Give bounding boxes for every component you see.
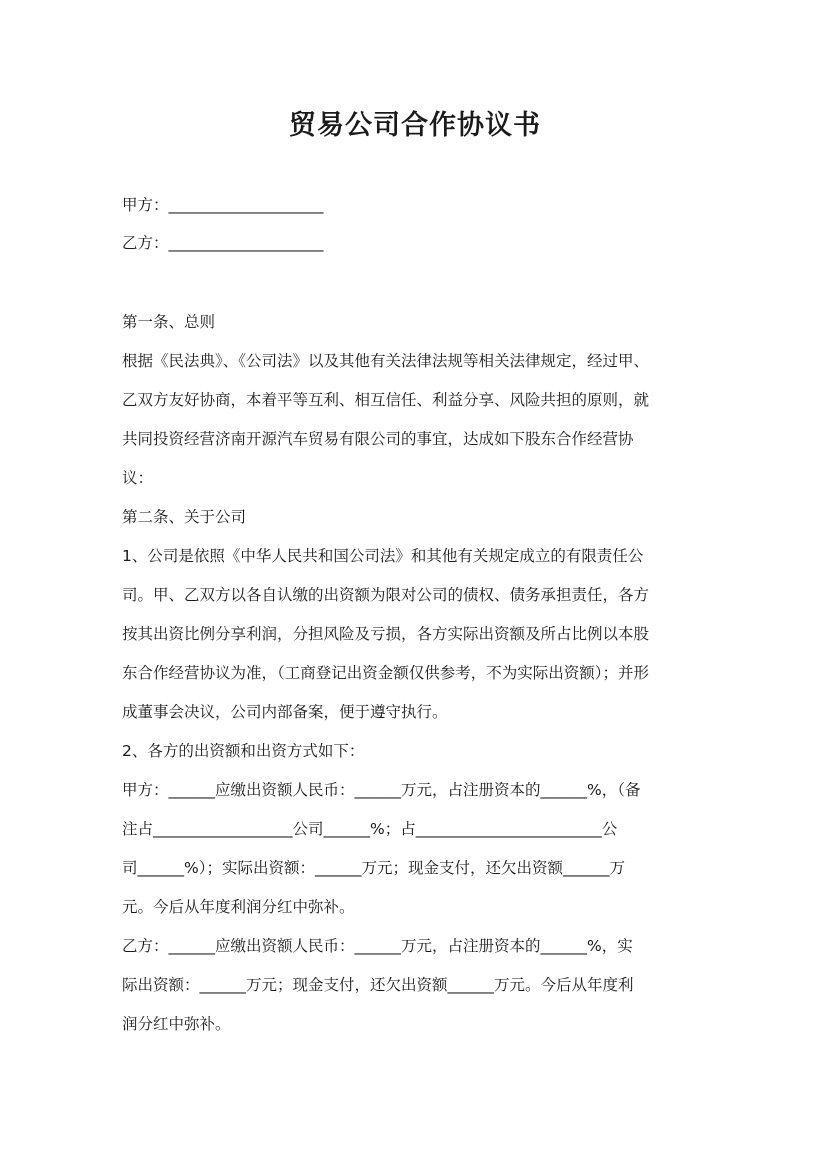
paragraph-line: 第二条、关于公司 — [122, 508, 247, 526]
paragraph-line: 司______%）；实际出资额：______万元；现金支付，还欠出资额______万 — [122, 859, 625, 877]
paragraph-line: 润分红中弥补。 — [122, 1015, 231, 1033]
paragraph-line: 按其出资比例分享利润，分担风险及亏损，各方实际出资额及所占比例以本股 — [122, 625, 650, 643]
party-b-field: 乙方：____________________ — [122, 234, 324, 252]
paragraph-line: 共同投资经营济南开源汽车贸易有限公司的事宜，达成如下股东合作经营协 — [122, 430, 634, 448]
paragraph-line: 1、公司是依照《中华人民共和国公司法》和其他有关规定成立的有限责任公 — [122, 547, 644, 565]
document-title: 贸易公司合作协议书 — [289, 110, 541, 141]
paragraph-line: 司。甲、乙双方以各自认缴的出资额为限对公司的债权、债务承担责任，各方 — [122, 586, 650, 604]
paragraph-line: 注占__________________公司______%；占________________________公 — [122, 820, 618, 838]
paragraph-line: 元。今后从年度利润分红中弥补。 — [122, 898, 355, 916]
paragraph-line: 乙方：______应缴出资额人民币：______万元，占注册资本的______%，实 — [122, 937, 633, 955]
paragraph-line: 成董事会决议，公司内部备案，便于遵守执行。 — [122, 703, 448, 721]
paragraph-line: 议： — [122, 469, 154, 487]
paragraph-line: 根据《民法典》、《公司法》以及其他有关法律法规等相关法律规定，经过甲、 — [122, 352, 650, 370]
paragraph-line: 2、各方的出资额和出资方式如下： — [122, 742, 365, 760]
paragraph-line: 乙双方友好协商，本着平等互利、相互信任、利益分享、风险共担的原则，就 — [122, 391, 650, 409]
paragraph-line: 甲方：______应缴出资额人民币：______万元，占注册资本的______%，（备 — [122, 781, 641, 799]
paragraph-line: 第一条、总则 — [122, 313, 216, 331]
paragraph-line: 东合作经营协议为准，（工商登记出资金额仅供参考，不为实际出资额）；并形 — [122, 664, 650, 682]
paragraph-line: 际出资额：______万元；现金支付，还欠出资额______万元。今后从年度利 — [122, 976, 634, 994]
party-a-field: 甲方：____________________ — [122, 196, 324, 214]
